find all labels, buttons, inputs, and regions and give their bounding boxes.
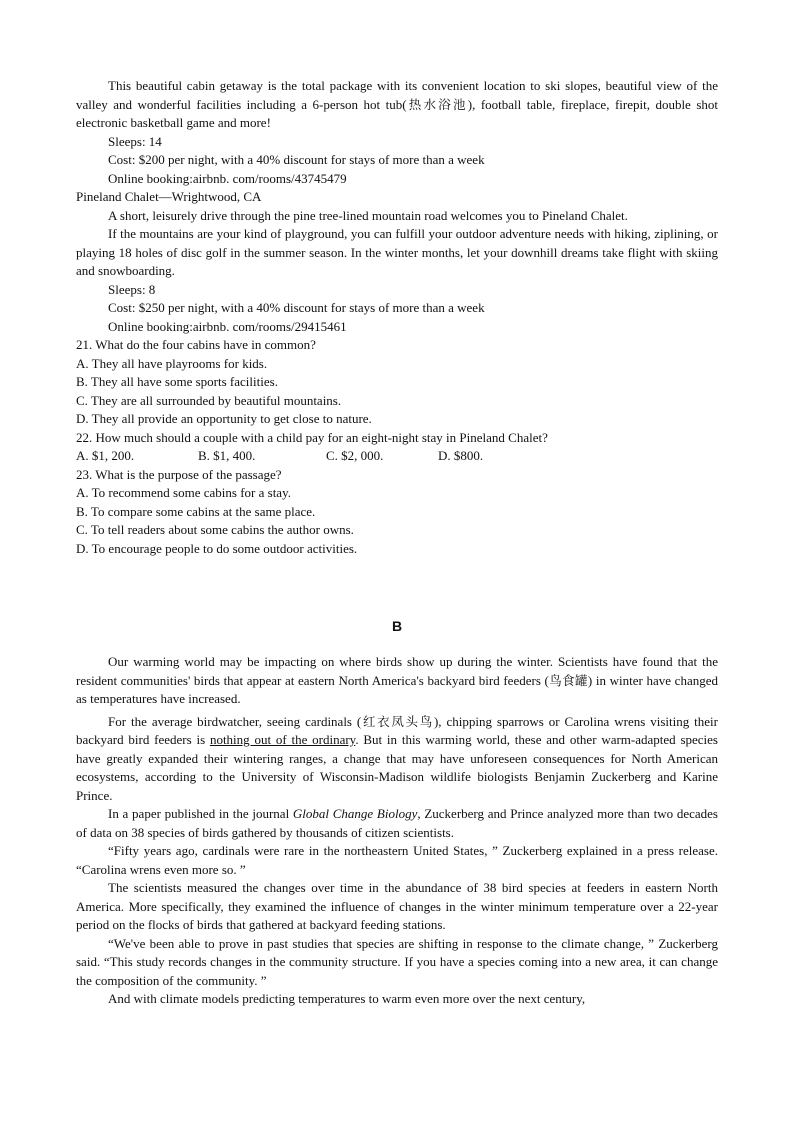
underlined-phrase: nothing out of the ordinary [209, 732, 356, 747]
option-d: D. $800. [438, 448, 484, 463]
cabin3-booking: Online booking:airbnb. com/rooms/43745479 [108, 170, 347, 186]
option-d: D. To encourage people to do some outdoor activities. [76, 540, 358, 556]
option-a: A. To recommend some cabins for a stay. [76, 485, 291, 500]
paragraph-2 [76, 713, 718, 806]
text-run: . But in this warming world, these and other warm-adapted species have greatly expanded their wintering ranges, a change that may have unforeseen consequences for North American ecosystems, according to the University of Wisconsin-Madison wildlife biologists Benjamin Zuckerberg and Karine Prince. [76, 732, 718, 803]
paragraph-3 [76, 805, 718, 842]
text-run: ), football table, fireplace, firepit, double shot electronic basketball game and more! [76, 96, 718, 130]
question-23 [76, 466, 718, 559]
text-run: ), chipping sparrows or Carolina wrens visiting their backyard bird feeders is [76, 713, 718, 747]
paragraph-5: The scientists measured the changes over time in the abundance of 38 bird species at feeders in eastern North America. More specifically, they examined the influence of changes in the winter minimum temperature over a 22-year period on the flocks of birds that gathered at backyard feeding stations. [76, 880, 718, 932]
question-21 [76, 336, 718, 429]
option-a: A. $1, 200. [76, 448, 135, 463]
option-d: D. They all provide an opportunity to get close to nature. [76, 411, 372, 426]
question-22 [76, 429, 718, 466]
journal-name: Global Change Biology [292, 806, 418, 821]
text-run: This beautiful cabin getaway is the total package with its convenient location to ski slopes, beautiful view of the valley and wonderful facilities including a 6-person hot tub( [76, 78, 718, 112]
options-row [76, 447, 718, 466]
text-run: For the average birdwatcher, seeing cardinals ( [108, 713, 362, 729]
paragraph-7: And with climate models predicting temperatures to warm even more over the next century, [108, 991, 586, 1006]
chinese-gloss: 热水浴池 [406, 96, 468, 112]
chinese-gloss: 红衣凤头鸟 [361, 713, 434, 729]
text-run: In a paper published in the journal [108, 806, 293, 821]
paragraph-1 [76, 653, 718, 709]
option-b: B. They all have some sports facilities. [76, 374, 278, 389]
text-run: Our warming world may be impacting on where birds show up during the winter. Scientists have found that the resident communities' birds that appear at eastern North America's backyard bird feeders ( [76, 654, 718, 688]
cabin4-paragraph-1: A short, leisurely drive through the pine tree-lined mountain road welcomes you to Pineland Chalet. [108, 207, 628, 223]
cabin4-booking: Online booking:airbnb. com/rooms/29415461 [108, 318, 347, 334]
section-b-passage [76, 653, 718, 1009]
option-b: B. To compare some cabins at the same place. [76, 503, 316, 519]
option-b: B. $1, 400. [198, 448, 256, 463]
paragraph-4: “Fifty years ago, cardinals were rare in the northeastern United States, ” Zuckerberg explained in a press release. “Carolina wrens even more so. ” [76, 843, 718, 877]
cabin3-sleeps: Sleeps: 14 [108, 133, 162, 149]
text-run: , Zuckerberg and Prince analyzed more than two decades of data on 38 species of birds gathered by thousands of citizen scientists. [76, 806, 718, 840]
text-run: ) in winter have changed as temperatures have increased. [76, 672, 718, 706]
question-stem: 23. What is the purpose of the passage? [76, 466, 282, 482]
section-b-heading: B [391, 618, 403, 634]
option-c: C. $2, 000. [326, 448, 384, 463]
option-c: C. To tell readers about some cabins the author owns. [76, 522, 354, 537]
cabin4-sleeps: Sleeps: 8 [108, 281, 156, 297]
cabin4-cost: Cost: $250 per night, with a 40% discount for stays of more than a week [108, 300, 485, 315]
section-a-continuation [76, 77, 718, 558]
question-stem: 22. How much should a couple with a child pay for an eight-night stay in Pineland Chalet? [76, 429, 548, 445]
chinese-gloss: 鸟食罐 [548, 672, 588, 688]
paragraph-6: “We've been able to prove in past studies that species are shifting in response to the climate change, ” Zuckerberg said. “This study records changes in the community structure. If you have a species coming into a new area, it can change the composition of the community. ” [76, 935, 718, 988]
question-stem: 21. What do the four cabins have in common? [76, 337, 316, 352]
cabin4-title: Pineland Chalet—Wrightwood, CA [76, 189, 262, 204]
cabin3-description [76, 77, 718, 133]
option-c: C. They are all surrounded by beautiful mountains. [76, 392, 342, 408]
option-a: A. They all have playrooms for kids. [76, 355, 268, 371]
cabin3-cost: Cost: $200 per night, with a 40% discount for stays of more than a week [108, 152, 485, 167]
cabin4-paragraph-2: If the mountains are your kind of playground, you can fulfill your outdoor adventure needs with hiking, ziplining, or playing 18 holes of disc golf in the summer season. In the winter months, let your downhill dreams take flight with skiing and snowboarding. [76, 226, 718, 278]
